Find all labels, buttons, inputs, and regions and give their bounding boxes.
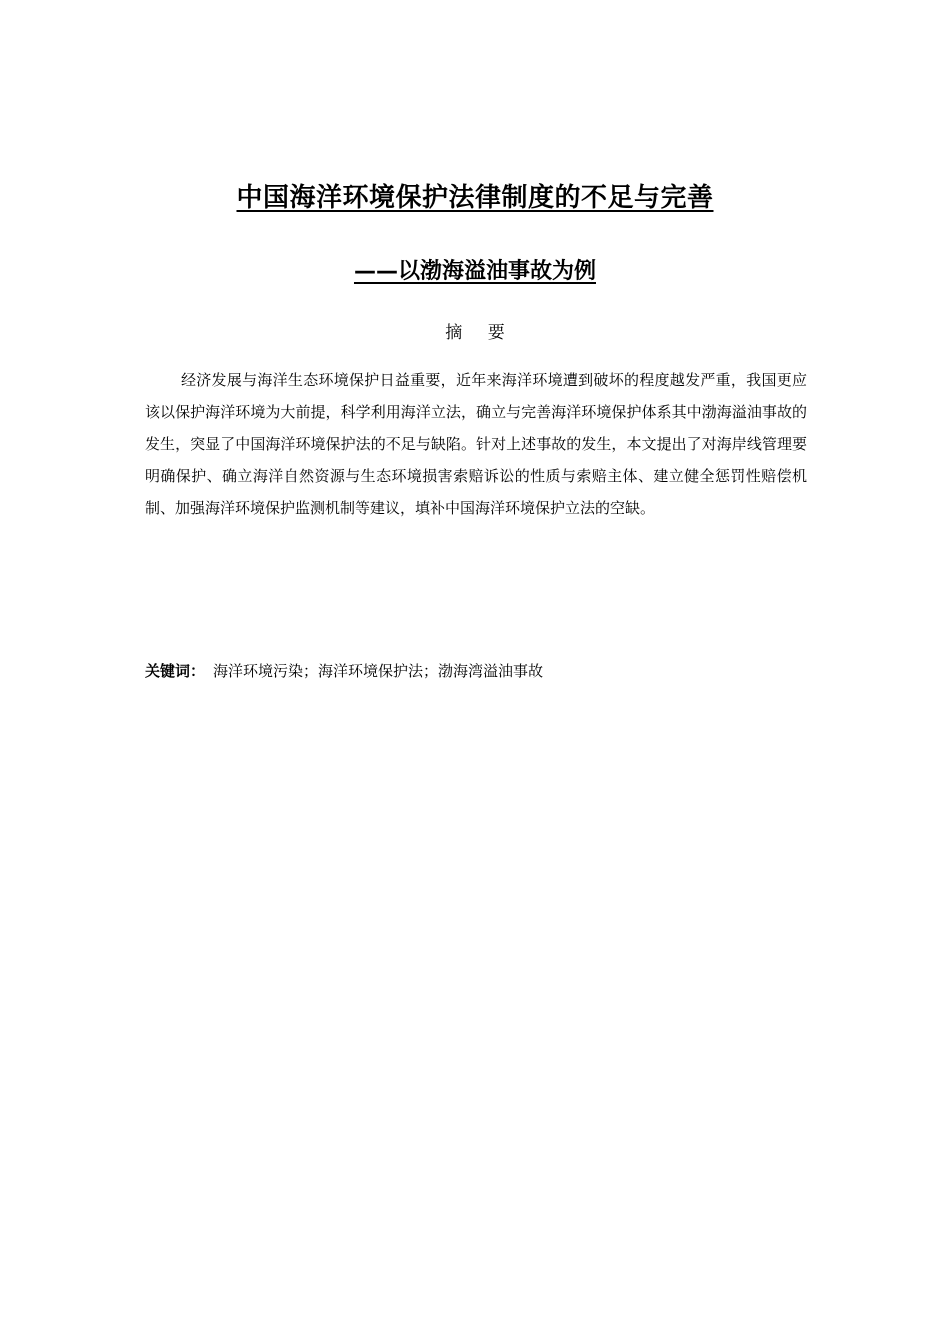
keywords-value: 海洋环境污染；海洋环境保护法；渤海湾溢油事故 bbox=[213, 662, 544, 680]
abstract-heading: 摘 要 bbox=[445, 323, 515, 343]
document-subtitle: ——以渤海溢油事故为例 bbox=[353, 259, 596, 284]
abstract-body: 经济发展与海洋生态环境保护日益重要，近年来海洋环境遭到破坏的程度越发严重，我国更应该以保护海洋环境为大前提，科学利用海洋立法，确立与完善海洋环境保护体系其中渤海溢油事故的发生，突显了中国海洋环境保护法的不足与缺陷。针对上述事故的发生，本文提出了对海岸线管理要明确保护、确立海洋自然资源与生态环境损害索赔诉讼的性质与索赔主体、建立健全惩罚性赔偿机制、加强海洋环境保护监测机制等建议，填补中国海洋环境保护立法的空缺。 bbox=[145, 371, 807, 517]
document-title: 中国海洋环境保护法律制度的不足与完善 bbox=[236, 183, 714, 213]
keywords-label: 关键词： bbox=[145, 662, 206, 680]
keywords-line bbox=[145, 656, 807, 686]
